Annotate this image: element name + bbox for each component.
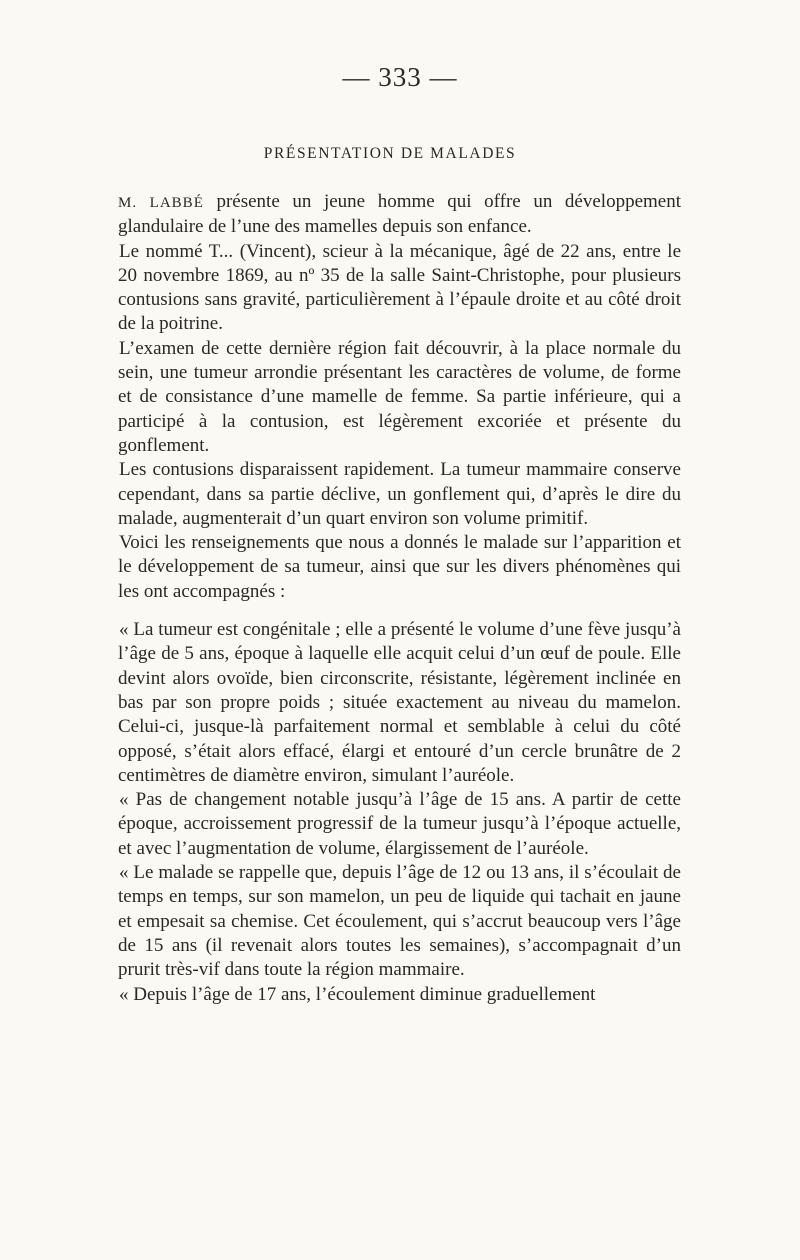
body-text [118, 190, 681, 1007]
quote-paragraph-3: « Le malade se rappelle que, depuis l’âge de 12 ou 13 ans, il s’écoulait de temps en temps, sur son mamelon, un peu de liquide qui tachait en jaune et empesait sa chemise. Cet écoulement, qui s’accrut beaucoup vers l’âge de 15 ans (il revenait alors toutes les semaines), s’accompagnait d’un prurit très-vif dans toute la région mammaire. [118, 862, 681, 981]
paragraph-contusions: Les contusions disparaissent rapidement. La tumeur mammaire conserve cependant, dans sa partie déclive, un gonflement qui, d’après le dire du malade, augmenterait d’un quart environ son volume primitif. [118, 459, 681, 529]
quote-paragraph-2: « Pas de changement notable jusqu’à l’âge de 15 ans. A partir de cette époque, accroissement progressif de la tumeur jusqu’à l’époque actuelle, et avec l’augmentation de volume, élargissement de l’auréole. [118, 789, 681, 859]
quote-paragraph-1: « La tumeur est congénitale ; elle a présenté le volume d’une fève jusqu’à l’âge de 5 ans, époque à laquelle elle acquit celui d’un œuf de poule. Elle devint alors ovoïde, bien circonscrite, résistante, légèrement inclinée en bas par son propre poids ; située exactement au niveau du mamelon. Celui-ci, jusque-là parfaitement normal et semblable à celui du côté opposé, s’était alors effacé, élargi et entouré d’un cercle brunâtre de 2 centimètres de diamètre environ, simulant l’auréole. [118, 619, 681, 786]
paragraph-intro-text: présente un jeune homme qui offre un développement glandulaire de l’une des mamelles depuis son enfance. [118, 191, 681, 238]
quote-paragraph-4: « Depuis l’âge de 17 ans, l’écoulement diminue graduellement [119, 983, 596, 1005]
paragraph-intro [118, 190, 681, 240]
paragraph-history-intro: Voici les renseignements que nous a donnés le malade sur l’apparition et le développement de sa tumeur, ainsi que sur les divers phénomènes qui les ont accompagnés : [118, 532, 681, 602]
section-heading: PRÉSENTATION DE MALADES [263, 145, 517, 162]
page-number: — 333 — [342, 62, 458, 92]
paragraph-examination: L’examen de cette dernière région fait découvrir, à la place normale du sein, une tumeur arrondie présentant les caractères de volume, de forme et de consistance d’une mamelle de femme. Sa partie inférieure, qui a participé à la contusion, est légèrement excoriée et présente du gonflement. [118, 337, 681, 456]
paragraph-patient: Le nommé T... (Vincent), scieur à la mécanique, âgé de 22 ans, entre le 20 novembre 1869, au nº 35 de la salle Saint-Christophe, pour plusieurs contusions sans gravité, particulièrement à l’épaule droite et au côté droit de la poitrine. [118, 240, 681, 335]
speaker-name: M. LABBÉ [118, 195, 204, 211]
